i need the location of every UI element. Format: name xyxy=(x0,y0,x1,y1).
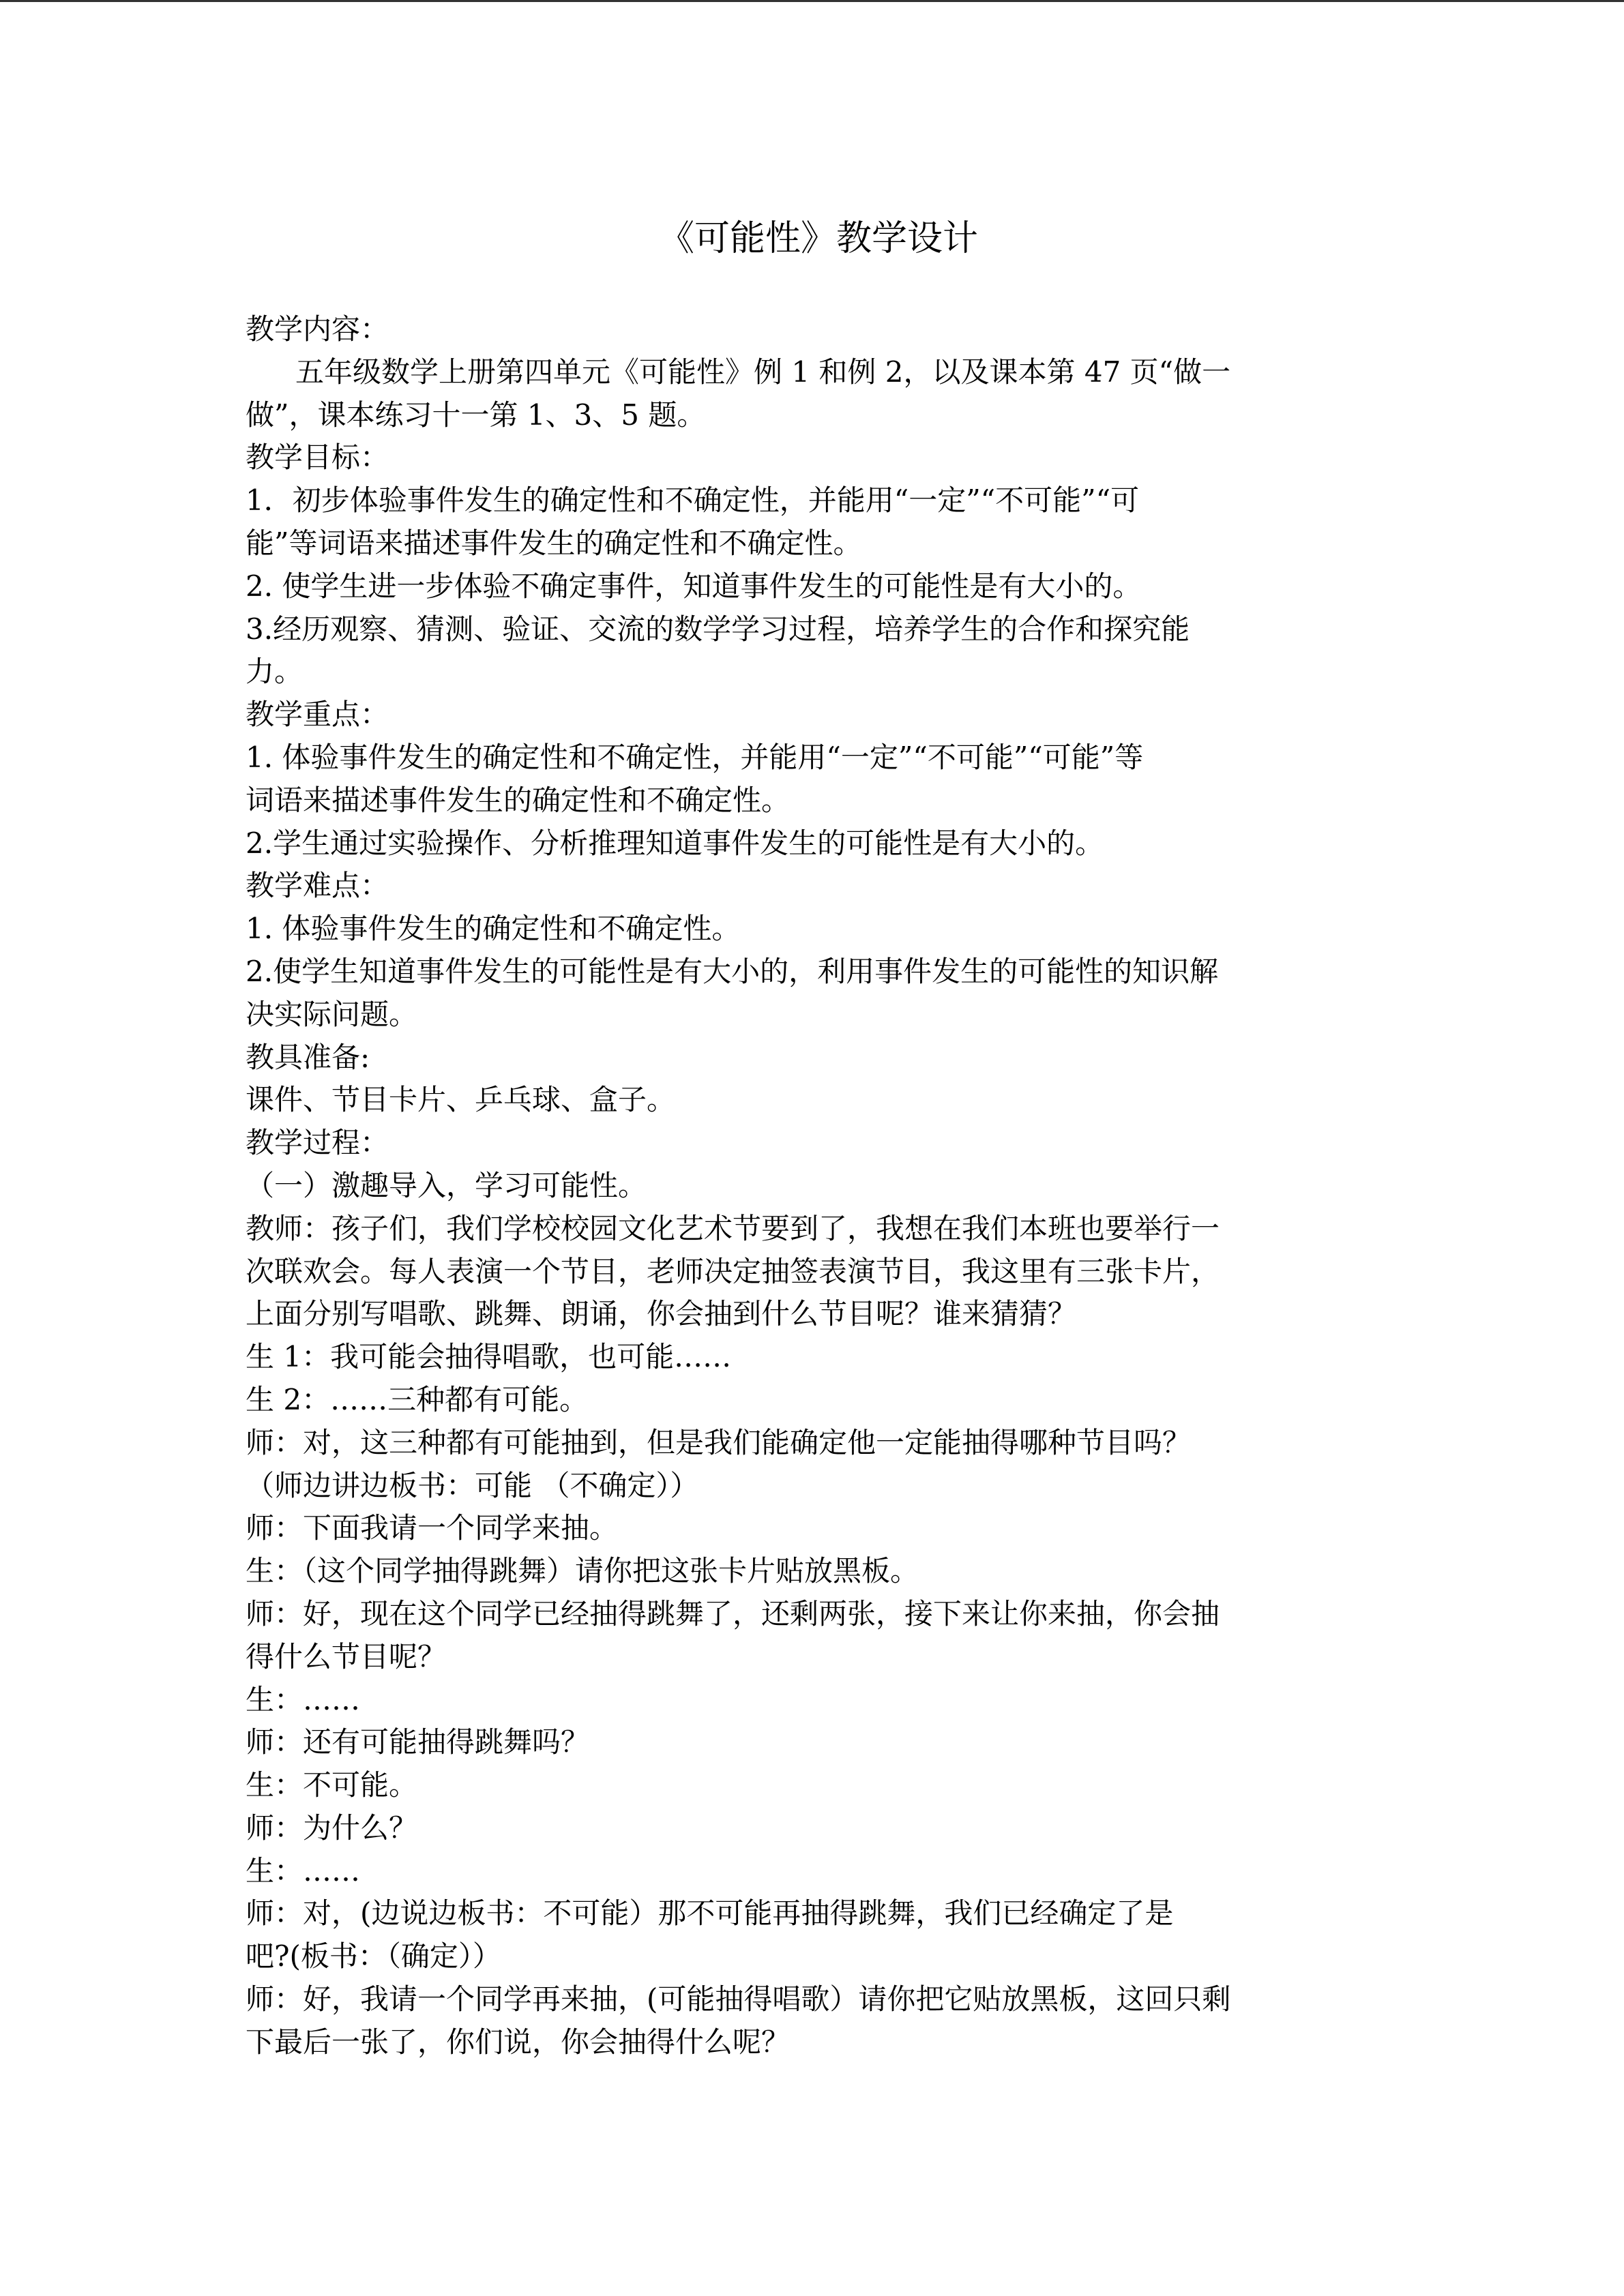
text-line: 教学目标： xyxy=(246,441,389,475)
text-line: 生：（这个同学抽得跳舞）请你把这张卡片贴放黑板。 xyxy=(246,1554,919,1588)
text-line: 教学内容： xyxy=(246,312,389,346)
text-line: 教具准备: xyxy=(246,1040,370,1074)
text-line: 生 1：我可能会抽得唱歌，也可能…… xyxy=(246,1340,732,1374)
text-line: 得什么节目呢？ xyxy=(246,1639,447,1673)
text-line: 师：对，(边说边板书：不可能）那不可能再抽得跳舞，我们已经确定了是 xyxy=(246,1896,1174,1930)
text-line: （一）激趣导入，学习可能性。 xyxy=(246,1168,647,1202)
text-line: 师：对，这三种都有可能抽到，但是我们能确定他一定能抽得哪种节目吗？ xyxy=(246,1425,1192,1459)
text-line: 师：好，我请一个同学再来抽，(可能抽得唱歌）请你把它贴放黑板，这回只剩 xyxy=(246,1982,1231,2016)
text-line: 3.经历观察、猜测、验证、交流的数学学习过程，培养学生的合作和探究能 xyxy=(246,612,1190,646)
document-title: 《可能性》教学设计 xyxy=(658,218,978,259)
text-line: 词语来描述事件发生的确定性和不确定性。 xyxy=(246,783,791,817)
text-line: 能”等词语来描述事件发生的确定性和不确定性。 xyxy=(246,526,862,560)
text-line: 下最后一张了，你们说，你会抽得什么呢？ xyxy=(246,2025,791,2059)
text-line: 生：…… xyxy=(246,1682,361,1716)
text-line: 教学过程： xyxy=(246,1126,389,1160)
text-line: 1. 体验事件发生的确定性和不确定性，并能用“一定”“不可能”“可能”等 xyxy=(246,740,1144,774)
text-line: （师边讲边板书：可能 （不确定）） xyxy=(246,1468,699,1502)
text-line: 2. 使学生进一步体验不确定事件，知道事件发生的可能性是有大小的。 xyxy=(246,569,1142,603)
text-line: 2.使学生知道事件发生的可能性是有大小的，利用事件发生的可能性的知识解 xyxy=(246,954,1219,988)
text-line: 师：为什么？ xyxy=(246,1810,418,1845)
text-line: 教学难点： xyxy=(246,869,389,903)
text-line: 生：…… xyxy=(246,1853,361,1888)
text-line: 做”，课本练习十一第 1、3、5 题。 xyxy=(246,398,706,432)
text-line: 吧?(板书：（确定）） xyxy=(246,1939,501,1973)
text-line: 决实际问题。 xyxy=(246,997,418,1031)
text-line: 1．初步体验事件发生的确定性和不确定性，并能用“一定”“不可能”“可 xyxy=(246,483,1140,518)
text-line: 师：下面我请一个同学来抽。 xyxy=(246,1511,619,1545)
text-line: 教学重点： xyxy=(246,698,389,732)
text-line: 2.学生通过实验操作、分析推理知道事件发生的可能性是有大小的。 xyxy=(246,826,1104,860)
text-line: 生：不可能。 xyxy=(246,1768,418,1802)
text-line: 师：好，现在这个同学已经抽得跳舞了，还剩两张，接下来让你来抽，你会抽 xyxy=(246,1596,1220,1630)
text-line: 1. 体验事件发生的确定性和不确定性。 xyxy=(246,912,741,946)
text-line: 生 2：……三种都有可能。 xyxy=(246,1382,589,1416)
top-border-rule xyxy=(0,0,1624,2)
text-line: 师：还有可能抽得跳舞吗？ xyxy=(246,1725,590,1759)
text-line: 五年级数学上册第四单元《可能性》例 1 和例 2，以及课本第 47 页“做一 xyxy=(295,355,1231,389)
text-line: 力。 xyxy=(246,655,304,689)
text-line: 课件、节目卡片、乒乓球、盒子。 xyxy=(246,1083,676,1117)
text-line: 教师：孩子们，我们学校校园文化艺术节要到了，我想在我们本班也要举行一 xyxy=(246,1211,1220,1245)
text-line: 上面分别写唱歌、跳舞、朗诵，你会抽到什么节目呢？谁来猜猜？ xyxy=(246,1297,1077,1331)
document-page xyxy=(246,211,1391,2064)
document-body xyxy=(246,308,1391,2064)
text-line: 次联欢会。每人表演一个节目，老师决定抽签表演节目，我这里有三张卡片， xyxy=(246,1254,1220,1288)
